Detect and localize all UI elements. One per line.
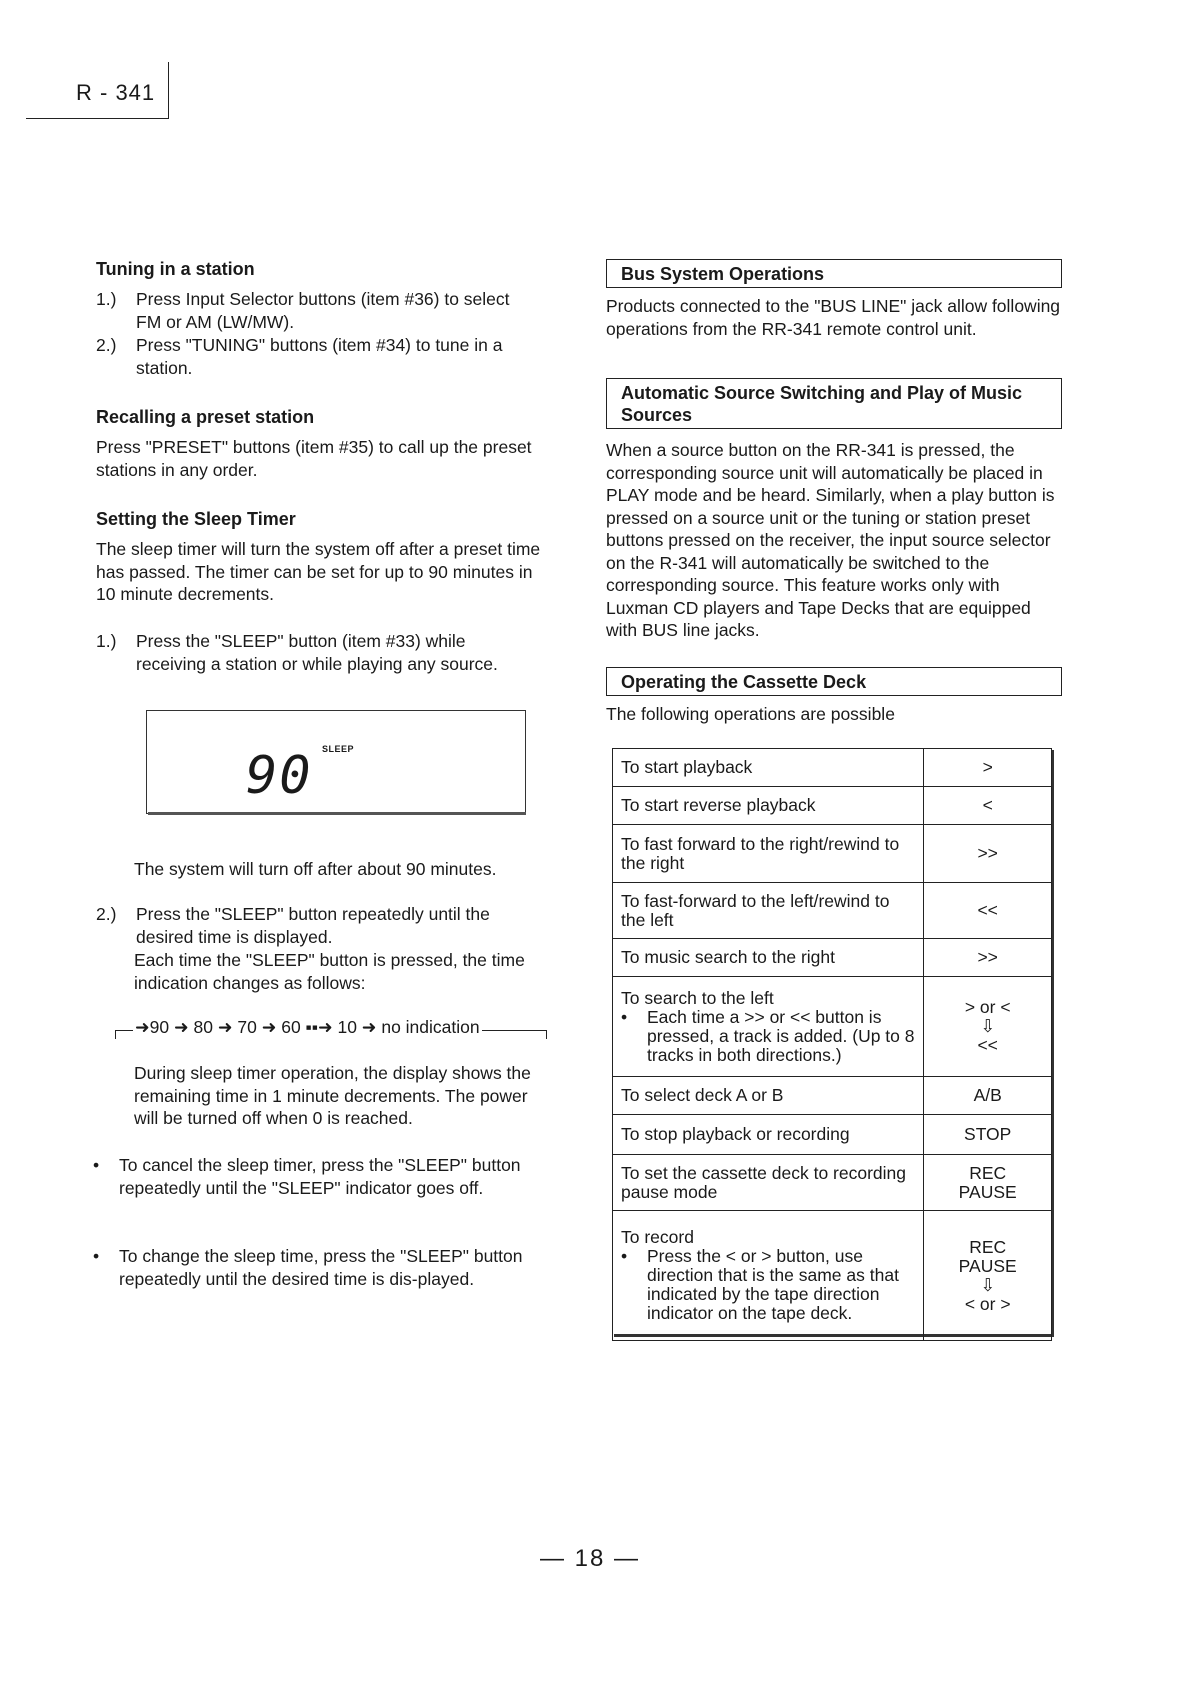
action-cell bbox=[613, 1211, 924, 1341]
recall-text: Press "PRESET" buttons (item #35) to call up the preset stations in any order. bbox=[96, 437, 532, 480]
symbol-cell bbox=[924, 1211, 1052, 1341]
table-row bbox=[613, 1115, 1052, 1155]
symbol-cell: >> bbox=[924, 939, 1052, 977]
step-text: Press Input Selector buttons (item #36) to select FM or AM (LW/MW). bbox=[136, 289, 510, 332]
action-cell: To fast forward to the right/rewind to the right bbox=[613, 825, 924, 883]
display-shadow bbox=[148, 812, 526, 815]
header-divider-vertical bbox=[168, 62, 169, 118]
table-row bbox=[613, 825, 1052, 883]
step-2-note: Each time the "SLEEP" button is pressed, the time indication changes as follows: bbox=[134, 950, 525, 993]
action-text: To search to the left bbox=[621, 987, 774, 1008]
sleep-display-panel bbox=[146, 710, 526, 814]
table-row bbox=[613, 883, 1052, 939]
table-row bbox=[613, 977, 1052, 1077]
sequence-loop-right bbox=[546, 1030, 547, 1039]
symbol-line: < or > bbox=[964, 1293, 1011, 1314]
sleep-step-2 bbox=[96, 903, 536, 948]
table-row bbox=[613, 1211, 1052, 1341]
table-row bbox=[613, 749, 1052, 787]
symbol-cell bbox=[924, 977, 1052, 1077]
cassette-intro: The following operations are possible bbox=[606, 704, 895, 724]
action-cell: To start reverse playback bbox=[613, 787, 924, 825]
action-cell bbox=[613, 977, 924, 1077]
sleep-indicator: SLEEP bbox=[322, 744, 355, 754]
tuning-step-1 bbox=[96, 288, 536, 333]
symbol-cell: < bbox=[924, 787, 1052, 825]
bullet-change bbox=[93, 1245, 543, 1290]
action-cell: To music search to the right bbox=[613, 939, 924, 977]
symbol-cell: << bbox=[924, 883, 1052, 939]
action-text: To record bbox=[621, 1227, 694, 1247]
sleep-heading: Setting the Sleep Timer bbox=[96, 509, 296, 529]
action-cell: To select deck A or B bbox=[613, 1077, 924, 1115]
step-number: 1.) bbox=[96, 289, 117, 309]
tuning-step-2 bbox=[96, 334, 536, 379]
symbol-line: PAUSE bbox=[958, 1181, 1017, 1202]
auto-text: When a source button on the RR-341 is pressed, the corresponding source unit will automatically be placed in PLAY mode and be heard. Similarly, when a play button is pressed on a source unit or the tuning or station preset buttons pressed on the receiver, the input source selector on the R-341 will automatically be switched to the corresponding source. This feature works only with Luxman CD players and Tape Decks that are equipped with BUS line jacks. bbox=[606, 440, 1055, 640]
symbol-line: PAUSE bbox=[958, 1255, 1017, 1276]
table-row bbox=[613, 787, 1052, 825]
bullet-dot: • bbox=[93, 1246, 100, 1266]
bullet-text: To cancel the sleep timer, press the "SLEEP" button repeatedly until the "SLEEP" indicator goes off. bbox=[119, 1155, 521, 1198]
symbol-cell: STOP bbox=[924, 1115, 1052, 1155]
header-divider-horizontal bbox=[26, 118, 169, 119]
step-number: 1.) bbox=[96, 631, 117, 651]
bullet-dot: • bbox=[621, 1246, 628, 1266]
model-number: R - 341 bbox=[76, 80, 156, 105]
symbol-line: REC bbox=[969, 1236, 1007, 1257]
action-cell: To fast-forward to the left/rewind to the left bbox=[613, 883, 924, 939]
symbol-cell: A/B bbox=[924, 1077, 1052, 1115]
cassette-operations-table bbox=[612, 748, 1052, 1341]
tuning-heading: Tuning in a station bbox=[96, 259, 255, 279]
down-arrow-icon: ⇩ bbox=[980, 1016, 996, 1036]
recall-heading: Recalling a preset station bbox=[96, 407, 315, 427]
symbol-line: > or < bbox=[964, 997, 1011, 1017]
after-display-text: The system will turn off after about 90 minutes. bbox=[134, 859, 497, 879]
table-row bbox=[613, 939, 1052, 977]
step-text: Press the "SLEEP" button (item #33) while receiving a station or while playing any source. bbox=[136, 631, 498, 674]
step-text: Press the "SLEEP" button repeatedly until the desired time is displayed. bbox=[136, 904, 490, 947]
display-digits: 90 bbox=[246, 746, 313, 806]
symbol-cell: >> bbox=[924, 825, 1052, 883]
bus-text: Products connected to the "BUS LINE" jack allow following operations from the RR-341 remote control unit. bbox=[606, 296, 1061, 339]
symbol-line: << bbox=[977, 1035, 998, 1055]
step-number: 2.) bbox=[96, 904, 117, 924]
bullet-text: To change the sleep time, press the "SLEEP" button repeatedly until the desired time is dis-played. bbox=[119, 1246, 523, 1289]
symbol-cell bbox=[924, 1155, 1052, 1211]
action-note bbox=[621, 1008, 915, 1065]
page-number: — 18 — bbox=[540, 1545, 641, 1572]
sequence-loop-left bbox=[115, 1030, 116, 1039]
sequence-text: ➜90 ➜ 80 ➜ 70 ➜ 60 ▪▪➜ 10 ➜ no indication bbox=[135, 1017, 480, 1037]
step-number: 2.) bbox=[96, 335, 117, 355]
action-cell: To set the cassette deck to recording pause mode bbox=[613, 1155, 924, 1211]
table-row bbox=[613, 1155, 1052, 1211]
bullet-dot: • bbox=[621, 1006, 628, 1027]
table-row bbox=[613, 1077, 1052, 1115]
action-cell: To stop playback or recording bbox=[613, 1115, 924, 1155]
sleep-intro: The sleep timer will turn the system off after a preset time has passed. The timer can be set for up to 90 minutes in 10 minute decrements. bbox=[96, 539, 541, 604]
bus-heading: Bus System Operations bbox=[606, 259, 1062, 288]
auto-heading: Automatic Source Switching and Play of Music Sources bbox=[606, 378, 1062, 429]
step-text: Press "TUNING" buttons (item #34) to tune in a station. bbox=[136, 335, 503, 378]
note-text: Each time a >> or << button is pressed, a track is added. (Up to 8 tracks in both directions.) bbox=[647, 1006, 915, 1065]
symbol-line: REC bbox=[969, 1162, 1007, 1183]
symbol-cell: > bbox=[924, 749, 1052, 787]
down-arrow-icon: ⇩ bbox=[980, 1274, 996, 1295]
cassette-heading: Operating the Cassette Deck bbox=[606, 667, 1062, 696]
action-note bbox=[621, 1247, 915, 1323]
bullet-dot: • bbox=[93, 1155, 100, 1175]
bullet-cancel bbox=[93, 1154, 543, 1199]
note-text: Press the < or > button, use direction that is the same as that indicated by the tape direction indicator on the tape deck. bbox=[647, 1246, 899, 1323]
sleep-step-1 bbox=[96, 630, 536, 675]
action-cell: To start playback bbox=[613, 749, 924, 787]
during-operation-text: During sleep timer operation, the display shows the remaining time in 1 minute decrements. The power will be turned off when 0 is reached. bbox=[134, 1063, 531, 1128]
